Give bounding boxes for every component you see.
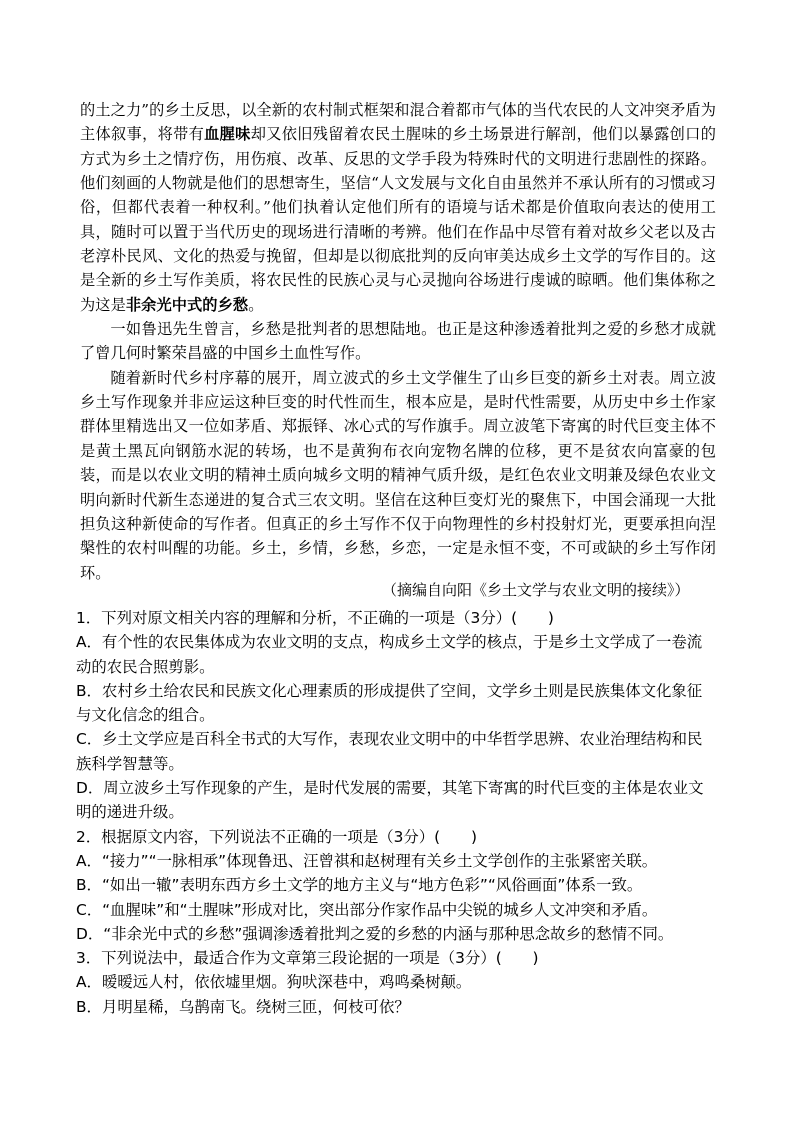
- passage-paragraph-2: 一如鲁迅先生曾言，乡愁是批判者的思想陆地。也正是这种渗透着批判之爱的乡愁才成就了曾几何时繁荣昌盛的中国乡土血性写作。: [80, 320, 716, 363]
- passage-text: 却又依旧残留着农民土腥味的乡土场景进行解剖，他们以暴露创口的方式为乡土之情疗伤，用伤痕、改革、反思的文学手段为特殊时代的文明进行悲剧性的探路。他们刻画的人物就是他们的思想寄生，坚信“人文发展与文化自由虽然并不承认所有的习惯或习俗，但都代表着一种权利。”他们执着认定他们所有的语境与话术都是价值取向表达的使用工具，随时可以置于当代历史的现场进行清晰的考辨。他们在作品中尽管有着对故乡父老以及古老淳朴民风、文化的热爱与挽留，但却是以彻底批判的反向审美达成乡土文学的写作目的。这是全新的乡土写作美质，将农民性的民族心灵与心灵抛向谷场进行虔诚的晾晒。他们集体称之为这是: [80, 125, 716, 314]
- question-section: [76, 606, 716, 1019]
- question-2-option-b: B．“如出一辙”表明东西方乡土文学的地方主义与“地方色彩”“风俗画面”体系一致。: [76, 876, 643, 895]
- question-2-option-d: D．“非余光中式的乡愁”强调渗透着批判之爱的乡愁的内涵与那种思念故乡的愁情不同。: [76, 924, 674, 943]
- question-1-option-d: D．周立波乡土写作现象的产生，是时代发展的需要，其笔下寄寓的时代巨变的主体是农业文明的递进升级。: [76, 779, 704, 822]
- question-1-option-c: C．乡土文学应是百科全书式的大写作，表现农业文明中的中华哲学思辨、农业治理结构和民族科学智慧等。: [76, 730, 703, 773]
- question-3-option-b: B．月明星稀，乌鹊南飞。绕树三匝，何枝可依？: [76, 997, 410, 1016]
- question-2-stem: 2．根据原文内容，下列说法不正确的一项是（3分）( ): [76, 827, 477, 846]
- question-3-option-a: A．暧暧远人村，依依墟里烟。狗吠深巷中，鸡鸣桑树颠。: [76, 973, 472, 992]
- question-2-option-c: C．“血腥味”和“土腥味”形成对比，突出部分作家作品中尖锐的城乡人文冲突和矛盾。: [76, 900, 658, 919]
- passage-text: 。: [248, 295, 264, 314]
- passage-paragraph-3: 随着新时代乡村序幕的展开，周立波式的乡土文学催生了山乡巨变的新乡土对表。周立波乡土写作现象并非应运这种巨变的时代性而生，根本应是，是时代性需要，从历史中乡土作家群体里精选出又一位如茅盾、郑振铎、冰心式的写作旗手。周立波笔下寄寓的时代巨变主体不是黄土黑瓦向钢筋水泥的转场，也不是黄狗布衣向宠物名牌的位移，更不是贫农向富豪的包装，而是以农业文明的精神土质向城乡文明的精神气质升级，是红色农业文明兼及绿色农业文明向新时代新生态递进的复合式三农文明。坚信在这种巨变灯光的聚焦下，中国会涌现一大批担负这种新使命的写作者。但真正的乡土写作不仅于向物理性的乡村投射灯光，更要承担向涅槃性的农村叫醒的功能。乡土，乡情，乡愁，乡恋，一定是永恒不变，不可或缺的乡土写作闭环。: [80, 368, 716, 582]
- question-1-stem: 1．下列对原文相关内容的理解和分析，不正确的一项是（3分）( ): [76, 609, 554, 627]
- question-1-option-b: B．农村乡土给农民和民族文化心理素质的形成提供了空间，文学乡土则是民族集体文化象征与文化信念的组合。: [76, 681, 703, 725]
- passage-paragraph-1: [80, 98, 716, 317]
- bold-term-nostalgia: 非余光中式的乡愁: [125, 295, 249, 314]
- passage-text: 的土之力”的乡土反思，以全新的农村制式框架和混合着都市气体的当代农民的人文冲突矛盾为主体叙事，将带有: [80, 101, 716, 144]
- source-citation: （摘编自向阳《乡土文学与农业文明的接续》）: [382, 581, 690, 599]
- question-3-stem: 3．下列说法中，最适合作为文章第三段论据的一项是（3分）( ): [76, 949, 539, 968]
- bold-term-blood: 血腥味: [204, 125, 251, 144]
- question-2-option-a: A．“接力”“一脉相承”体现鲁迅、汪曾祺和赵树理有关乡土文学创作的主张紧密关联。: [76, 851, 658, 870]
- reading-passage: [80, 98, 716, 585]
- question-1-option-a: A．有个性的农民集体成为农业文明的支点，构成乡土文学的核点，于是乡土文学成了一卷流动的农民合照剪影。: [76, 633, 703, 676]
